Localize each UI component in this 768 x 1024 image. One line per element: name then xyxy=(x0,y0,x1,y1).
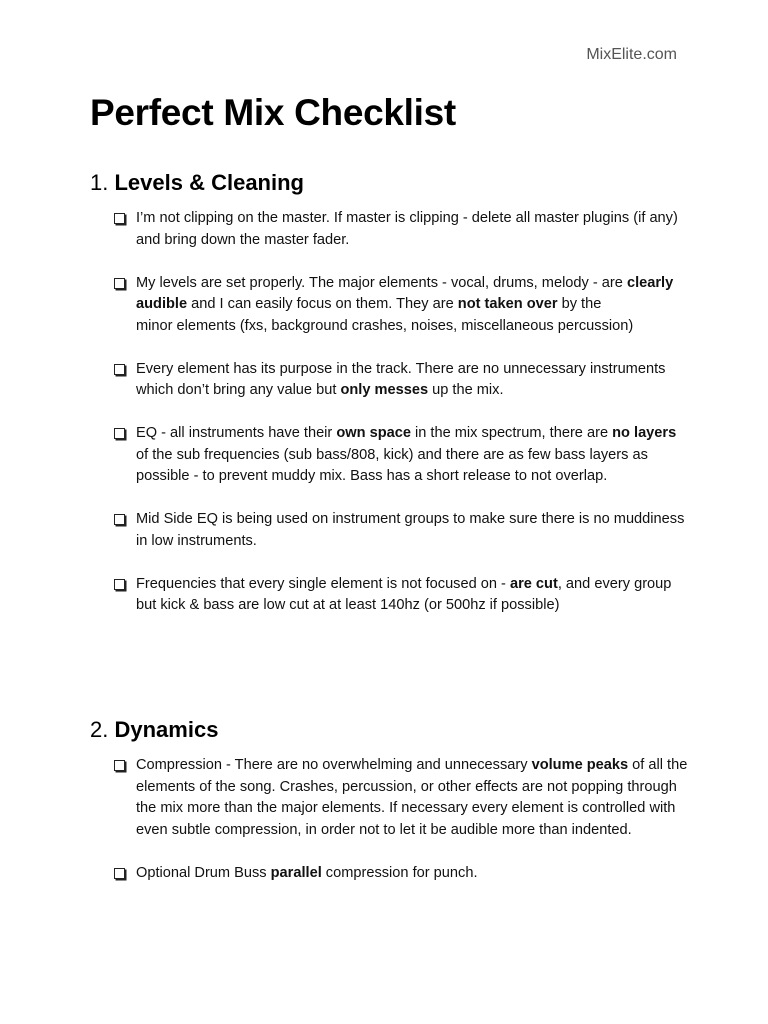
checkbox-icon xyxy=(114,364,125,375)
emphasis-text: own space xyxy=(336,425,411,441)
checklist xyxy=(90,755,690,884)
checkbox-icon xyxy=(114,579,125,590)
emphasis-text: only messes xyxy=(340,382,429,398)
item-text: Frequencies that every single element is not focused on - are cut, and every group but kick & bass are low cut at at least 140hz (or 500hz if possible) xyxy=(136,575,672,613)
section-levels-cleaning xyxy=(90,170,690,638)
checklist-item xyxy=(90,273,690,338)
checklist-item xyxy=(90,208,690,251)
page-title: Perfect Mix Checklist xyxy=(90,92,456,133)
checkbox-icon xyxy=(114,278,125,289)
item-text: Every element has its purpose in the track. There are no unnecessary instruments which don’t bring any value but only messes up the mix. xyxy=(136,360,666,398)
item-text: Optional Drum Buss parallel compression for punch. xyxy=(136,864,478,881)
section-title: Dynamics xyxy=(114,717,219,742)
section-heading xyxy=(90,170,690,196)
emphasis-text: no layers xyxy=(612,425,677,441)
section-number: 1. xyxy=(90,170,109,195)
item-text: EQ - all instruments have their own space in the mix spectrum, there are no layers of the sub frequencies (sub bass/808, kick) and there are as few bass layers as possible - to prevent muddy mix. Bass has a short release to not overlap. xyxy=(136,425,677,484)
checklist-item xyxy=(90,359,690,402)
emphasis-text: parallel xyxy=(270,864,322,881)
item-text: Compression - There are no overwhelming and unnecessary volume peaks of all the elements of the song. Crashes, percussion, or other effects are not popping through the mix more than the major elements. If necessary every element is controlled with even subtle compression, in order not to let it be audible more than indented. xyxy=(136,757,688,838)
checklist-item xyxy=(90,509,690,552)
emphasis-text: volume peaks xyxy=(531,757,629,773)
section-title: Levels & Cleaning xyxy=(114,170,304,195)
emphasis-text: clearly audible xyxy=(136,274,674,312)
item-text: Mid Side EQ is being used on instrument groups to make sure there is no muddiness in low instruments. xyxy=(136,511,685,549)
checkbox-icon xyxy=(114,868,125,879)
item-text: I’m not clipping on the master. If master is clipping - delete all master plugins (if any) and bring down the master fader. xyxy=(136,210,678,248)
section-number: 2. xyxy=(90,717,109,742)
checklist-item xyxy=(90,423,690,488)
emphasis-text: are cut xyxy=(509,575,558,592)
emphasis-text: not taken over xyxy=(457,296,558,312)
item-text: My levels are set properly. The major elements - vocal, drums, melody - are clearly audible and I can easily focus on them. They are not taken over by the minor elements (fxs, background crashes, noises, miscellaneous percussion) xyxy=(136,274,674,334)
checkbox-icon xyxy=(114,760,125,771)
section-dynamics xyxy=(90,717,690,906)
section-heading xyxy=(90,717,690,743)
site-name: MixElite.com xyxy=(586,46,677,63)
checklist-item xyxy=(90,863,690,885)
checkbox-icon xyxy=(114,213,125,224)
checkbox-icon xyxy=(114,428,125,439)
checkbox-icon xyxy=(114,514,125,525)
checklist xyxy=(90,208,690,617)
checklist-item xyxy=(90,574,690,617)
checklist-item xyxy=(90,755,690,841)
